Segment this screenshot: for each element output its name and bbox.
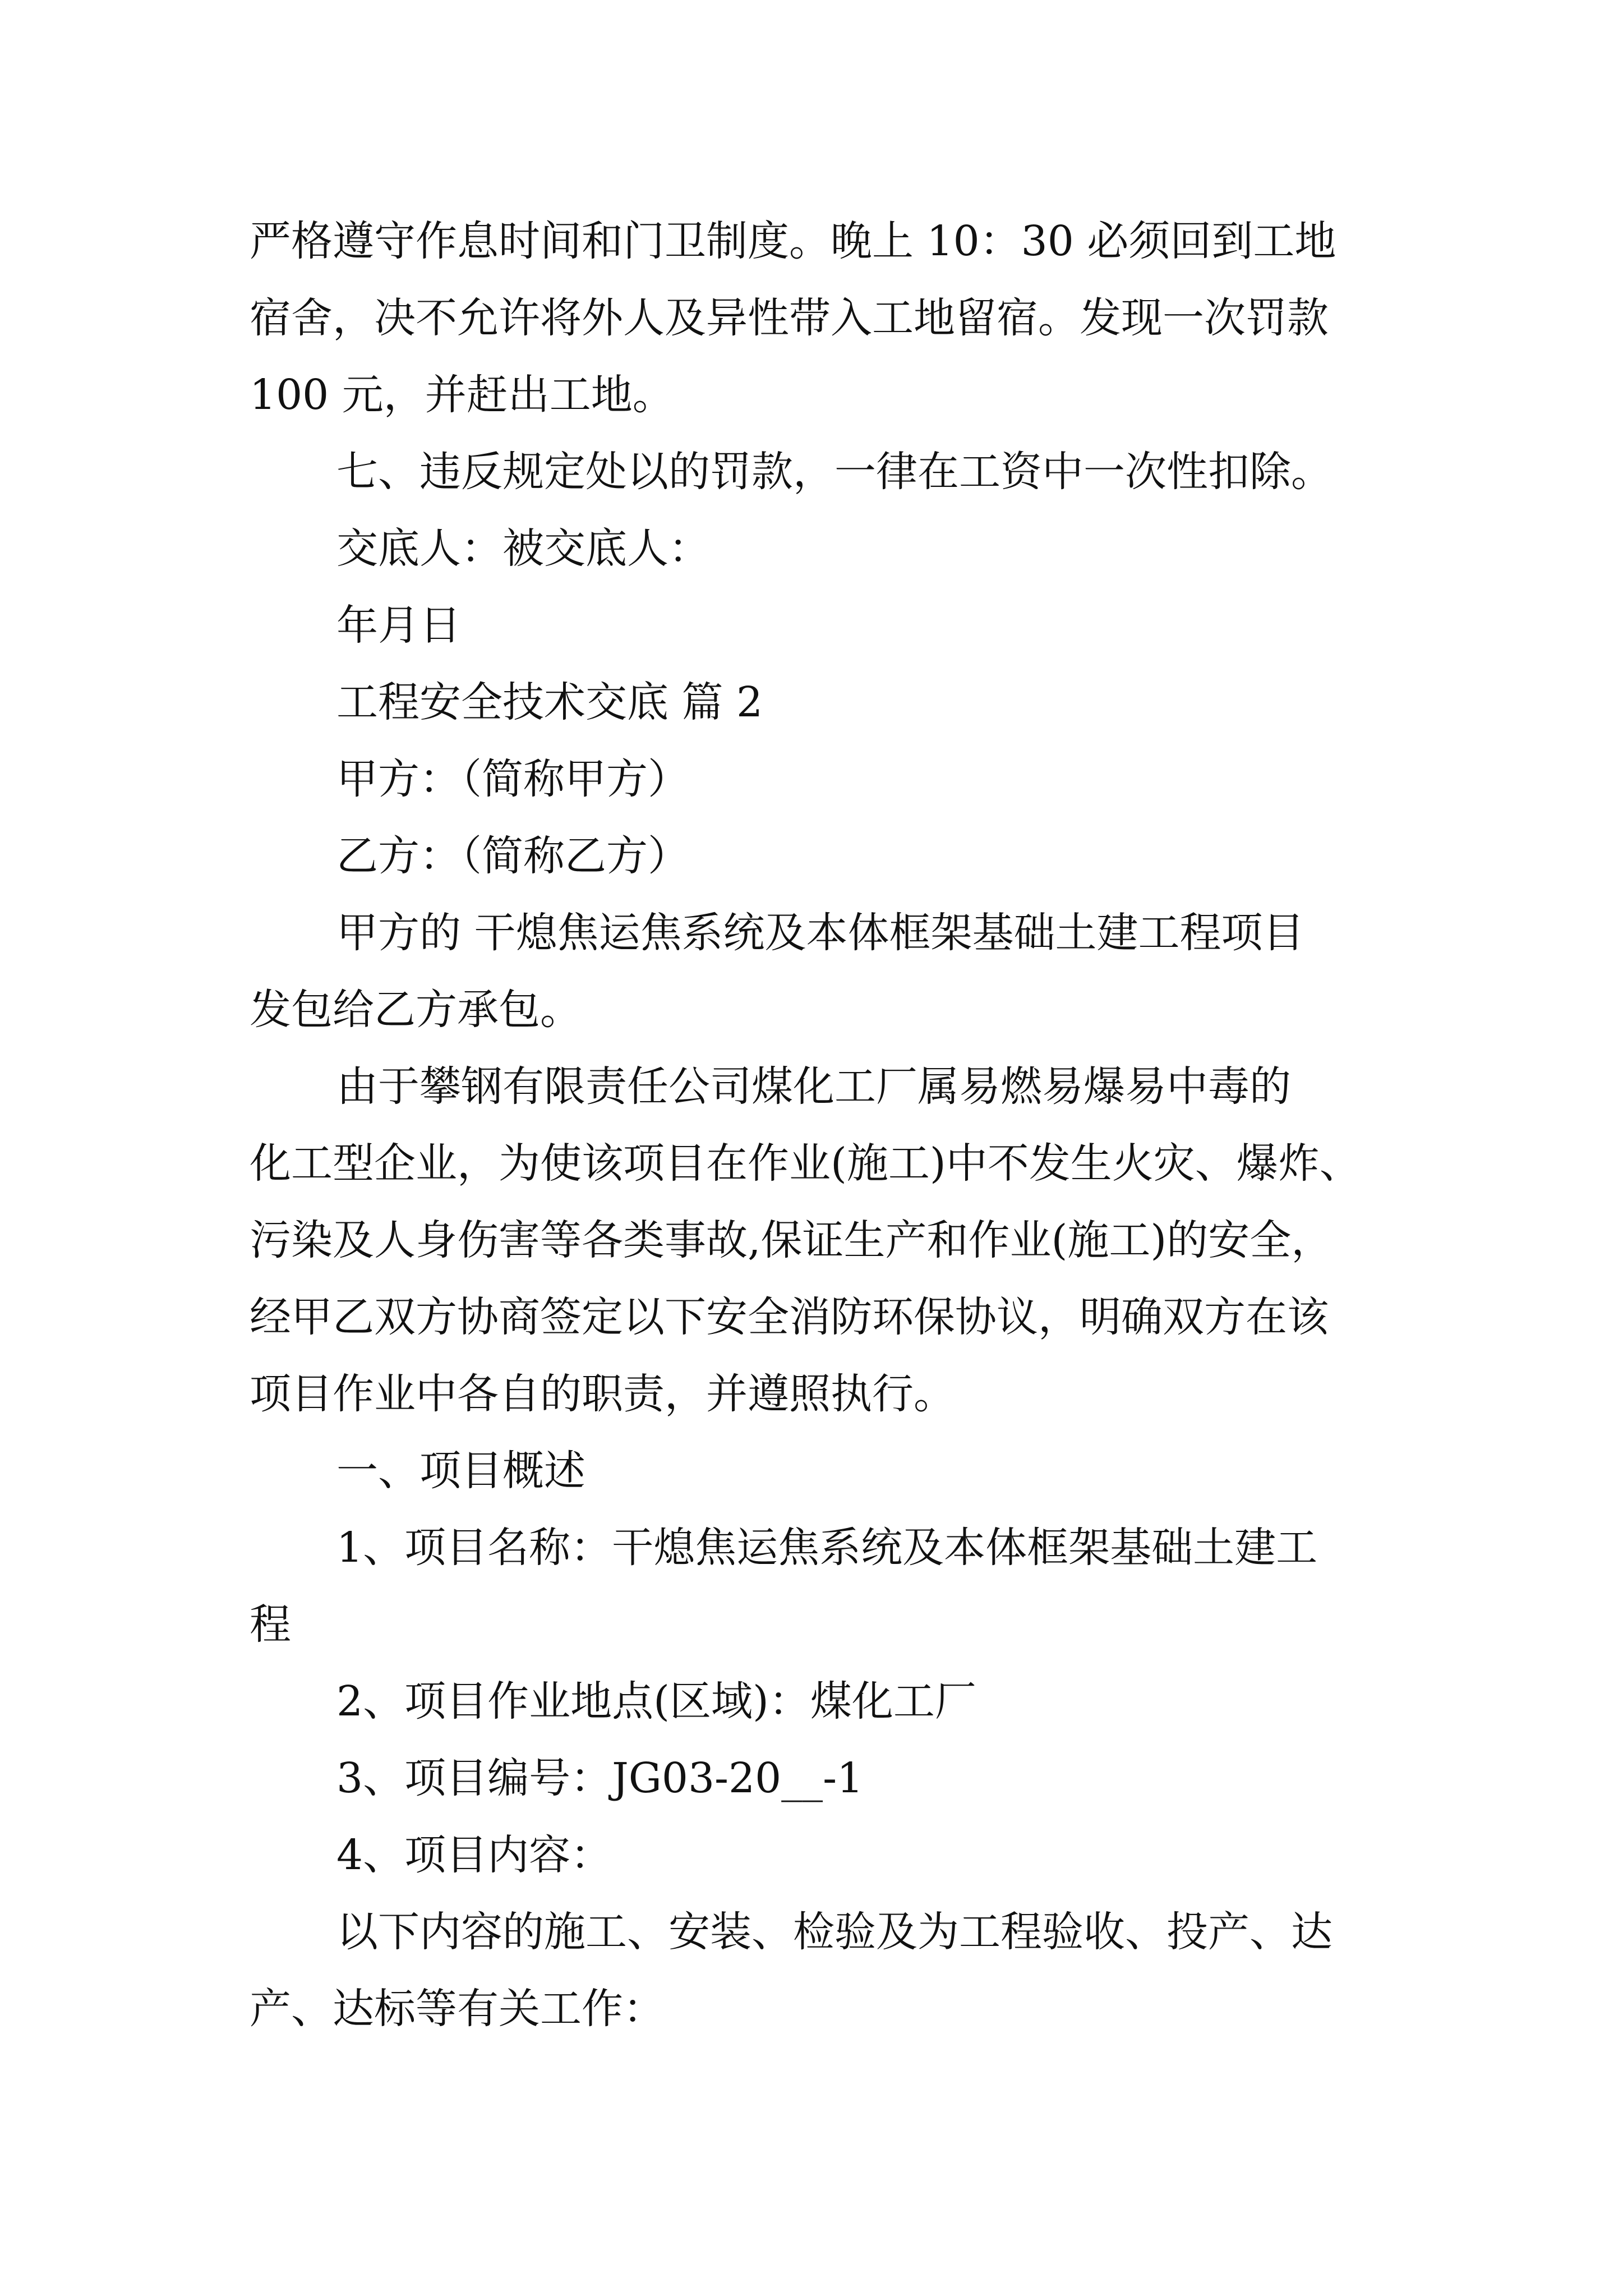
text-line: 宿舍，决不允许将外人及异性带入工地留宿。发现一次罚款 <box>250 294 1329 342</box>
text-line: 产、达标等有关工作： <box>250 1985 665 2033</box>
text-line: 七、违反规定处以的罚款，一律在工资中一次性扣除。 <box>336 448 1332 496</box>
text-line: 1、项目名称：干熄焦运焦系统及本体框架基础土建工 <box>336 1524 1318 1572</box>
text-line: 项目作业中各自的职责，并遵照执行。 <box>250 1370 955 1418</box>
section-heading: 一、项目概述 <box>336 1447 585 1495</box>
text-line: 4、项目内容： <box>336 1831 612 1879</box>
text-line: 污染及人身伤害等各类事故,保证生产和作业(施工)的安全， <box>250 1216 1333 1264</box>
text-line: 甲方的 干熄焦运焦系统及本体框架基础土建工程项目 <box>336 909 1304 957</box>
text-line: 经甲乙双方协商签定以下安全消防环保协议，明确双方在该 <box>250 1293 1329 1341</box>
text-line: 以下内容的施工、安装、检验及为工程验收、投产、达 <box>336 1908 1332 1956</box>
text-line: 甲方：（简称甲方） <box>336 755 689 803</box>
text-line: 严格遵守作息时间和门卫制度。晚上 10：30 必须回到工地 <box>250 217 1336 265</box>
text-line: 3、项目编号：JG03-20__-1 <box>336 1754 864 1802</box>
text-line: 乙方：（简称乙方） <box>336 832 689 880</box>
text-line: 2、项目作业地点(区域)：煤化工厂 <box>336 1677 976 1726</box>
text-line: 交底人：被交底人： <box>336 524 710 573</box>
text-line: 化工型企业，为使该项目在作业(施工)中不发生火灾、爆炸、 <box>250 1139 1361 1188</box>
text-line: 年月日 <box>336 601 461 650</box>
text-line: 由于攀钢有限责任公司煤化工厂属易燃易爆易中毒的 <box>336 1062 1291 1111</box>
text-line: 程 <box>250 1600 291 1649</box>
section-heading: 工程安全技术交底 篇 2 <box>336 678 763 726</box>
text-line: 100 元，并赶出工地。 <box>250 371 674 419</box>
text-line: 发包给乙方承包。 <box>250 986 582 1034</box>
